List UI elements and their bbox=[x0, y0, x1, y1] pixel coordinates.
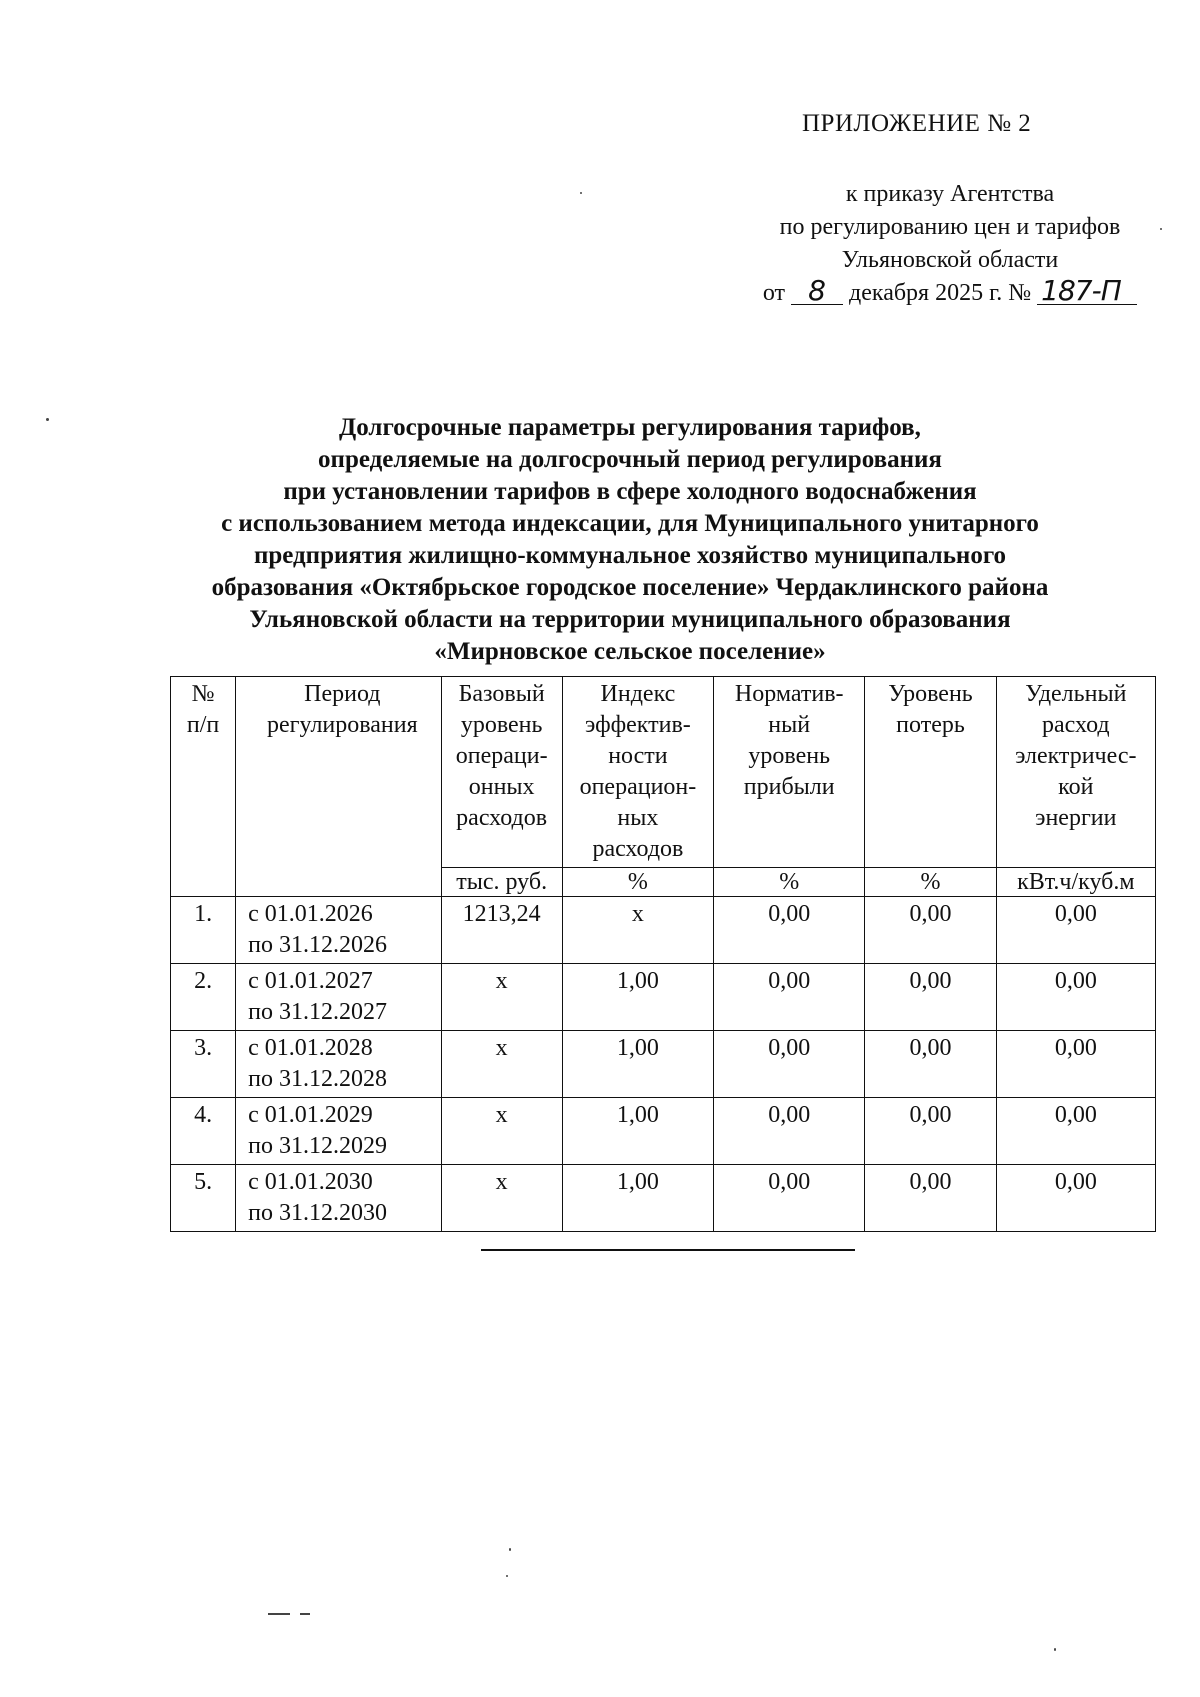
table-header-row bbox=[171, 677, 1156, 868]
title-line: «Мирновское сельское поселение» bbox=[434, 638, 826, 665]
row-normative-profit: 0,00 bbox=[714, 1165, 865, 1232]
unit-base: тыс. руб. bbox=[441, 868, 562, 897]
date-day-handwritten: 8 bbox=[791, 278, 843, 305]
scan-speck bbox=[509, 1548, 511, 1551]
header-text-line: ных bbox=[617, 805, 659, 831]
header-efficiency-index bbox=[562, 677, 713, 868]
header-text-line: ности bbox=[608, 743, 668, 769]
table-row bbox=[171, 1165, 1156, 1232]
unit-index: % bbox=[562, 868, 713, 897]
row-normative-profit: 0,00 bbox=[714, 1031, 865, 1098]
date-rest: декабря 2025 г. № bbox=[849, 280, 1032, 306]
row-specific-energy: 0,00 bbox=[996, 1165, 1155, 1232]
period-start: с 01.01.2027 bbox=[248, 968, 373, 994]
header-base-opex bbox=[441, 677, 562, 868]
row-efficiency-index: 1,00 bbox=[562, 1098, 713, 1165]
scan-speck bbox=[300, 1613, 310, 1615]
unit-profit: % bbox=[714, 868, 865, 897]
date-prefix: от bbox=[762, 280, 786, 306]
header-text-line: уровень bbox=[460, 712, 543, 738]
title-line: образования «Октябрьское городское поселение» Чердаклинского района bbox=[211, 574, 1049, 601]
row-loss-level: 0,00 bbox=[865, 1165, 996, 1232]
row-efficiency-index: 1,00 bbox=[562, 1031, 713, 1098]
row-specific-energy: 0,00 bbox=[996, 964, 1155, 1031]
approval-line-1: к приказу Агентства bbox=[845, 181, 1055, 207]
header-text-line: п/п bbox=[186, 712, 220, 738]
header-text-line: расходов bbox=[456, 805, 548, 831]
row-number: 3. bbox=[171, 1031, 236, 1098]
row-period bbox=[236, 964, 441, 1031]
unit-energy: кВт.ч/куб.м bbox=[996, 868, 1155, 897]
period-end: по 31.12.2027 bbox=[248, 999, 387, 1025]
header-normative-profit bbox=[714, 677, 865, 868]
appendix-heading: ПРИЛОЖЕНИЕ № 2 bbox=[802, 110, 1032, 137]
row-normative-profit: 0,00 bbox=[714, 897, 865, 964]
period-end: по 31.12.2026 bbox=[248, 932, 387, 958]
scan-speck bbox=[46, 418, 49, 421]
period-end: по 31.12.2028 bbox=[248, 1066, 387, 1092]
period-start: с 01.01.2026 bbox=[248, 901, 373, 927]
header-loss-level bbox=[865, 677, 996, 868]
closing-rule bbox=[481, 1249, 855, 1251]
row-number: 5. bbox=[171, 1165, 236, 1232]
header-text-line: ный bbox=[768, 712, 811, 738]
approval-line-2: по регулированию цен и тарифов bbox=[779, 214, 1121, 240]
scan-speck bbox=[268, 1613, 290, 1615]
scan-speck bbox=[1054, 1648, 1056, 1651]
header-number bbox=[171, 677, 236, 897]
row-base-opex: х bbox=[441, 1031, 562, 1098]
header-text-line: Базовый bbox=[458, 681, 545, 707]
approval-block bbox=[720, 178, 1180, 310]
header-text-line: Норматив- bbox=[734, 681, 844, 707]
row-number: 4. bbox=[171, 1098, 236, 1165]
row-efficiency-index: 1,00 bbox=[562, 964, 713, 1031]
row-base-opex: х bbox=[441, 1098, 562, 1165]
period-start: с 01.01.2029 bbox=[248, 1102, 373, 1128]
row-loss-level: 0,00 bbox=[865, 1098, 996, 1165]
row-normative-profit: 0,00 bbox=[714, 964, 865, 1031]
header-text-line: Индекс bbox=[600, 681, 676, 707]
row-loss-level: 0,00 bbox=[865, 897, 996, 964]
scan-speck bbox=[1160, 228, 1162, 230]
row-normative-profit: 0,00 bbox=[714, 1098, 865, 1165]
header-text-line: прибыли bbox=[743, 774, 835, 800]
header-period bbox=[236, 677, 441, 897]
period-end: по 31.12.2029 bbox=[248, 1133, 387, 1159]
header-text-line: расход bbox=[1042, 712, 1110, 738]
row-efficiency-index: 1,00 bbox=[562, 1165, 713, 1232]
row-loss-level: 0,00 bbox=[865, 964, 996, 1031]
title-line: с использованием метода индексации, для Муниципального унитарного bbox=[221, 510, 1039, 537]
row-period bbox=[236, 897, 441, 964]
header-text-line: № bbox=[191, 681, 215, 707]
scan-speck bbox=[580, 192, 582, 194]
scan-speck bbox=[506, 1575, 508, 1577]
unit-losses: % bbox=[865, 868, 996, 897]
table-body bbox=[171, 897, 1156, 1232]
header-text-line: эффектив- bbox=[585, 712, 691, 738]
header-text-line: потерь bbox=[896, 712, 965, 738]
row-period bbox=[236, 1098, 441, 1165]
row-number: 2. bbox=[171, 964, 236, 1031]
header-text-line: электричес- bbox=[1015, 743, 1137, 769]
header-text-line: Уровень bbox=[888, 681, 973, 707]
row-number: 1. bbox=[171, 897, 236, 964]
header-text-line: расходов bbox=[592, 836, 684, 862]
row-period bbox=[236, 1165, 441, 1232]
table-row bbox=[171, 897, 1156, 964]
header-text-line: энергии bbox=[1035, 805, 1117, 831]
parameters-table bbox=[170, 676, 1156, 1232]
title-line: предприятия жилищно-коммунальное хозяйство муниципального bbox=[253, 542, 1007, 569]
period-start: с 01.01.2030 bbox=[248, 1169, 373, 1195]
table-row bbox=[171, 1098, 1156, 1165]
row-base-opex: 1213,24 bbox=[441, 897, 562, 964]
header-text-line: Удельный bbox=[1025, 681, 1127, 707]
title-line: при установлении тарифов в сфере холодного водоснабжения bbox=[283, 478, 977, 505]
header-specific-energy bbox=[996, 677, 1155, 868]
order-number-handwritten: 187-П bbox=[1037, 278, 1137, 305]
row-base-opex: х bbox=[441, 1165, 562, 1232]
row-base-opex: х bbox=[441, 964, 562, 1031]
table-row bbox=[171, 1031, 1156, 1098]
approval-line-3: Ульяновской области bbox=[841, 247, 1059, 273]
title-line: определяемые на долгосрочный период регулирования bbox=[318, 446, 942, 473]
period-end: по 31.12.2030 bbox=[248, 1200, 387, 1226]
title-line: Ульяновской области на территории муниципального образования bbox=[249, 606, 1011, 633]
header-text-line: операцион- bbox=[579, 774, 697, 800]
header-text-line: Период bbox=[304, 681, 381, 707]
row-specific-energy: 0,00 bbox=[996, 897, 1155, 964]
approval-date-line bbox=[720, 274, 1180, 310]
row-loss-level: 0,00 bbox=[865, 1031, 996, 1098]
row-specific-energy: 0,00 bbox=[996, 1098, 1155, 1165]
document-title bbox=[150, 412, 1110, 668]
row-efficiency-index: х bbox=[562, 897, 713, 964]
title-line: Долгосрочные параметры регулирования тарифов, bbox=[339, 414, 921, 441]
header-text-line: операци- bbox=[455, 743, 548, 769]
header-text-line: уровень bbox=[748, 743, 831, 769]
row-period bbox=[236, 1031, 441, 1098]
table-row bbox=[171, 964, 1156, 1031]
header-text-line: кой bbox=[1058, 774, 1094, 800]
period-start: с 01.01.2028 bbox=[248, 1035, 373, 1061]
header-text-line: регулирования bbox=[267, 712, 418, 738]
row-specific-energy: 0,00 bbox=[996, 1031, 1155, 1098]
header-text-line: онных bbox=[468, 774, 535, 800]
